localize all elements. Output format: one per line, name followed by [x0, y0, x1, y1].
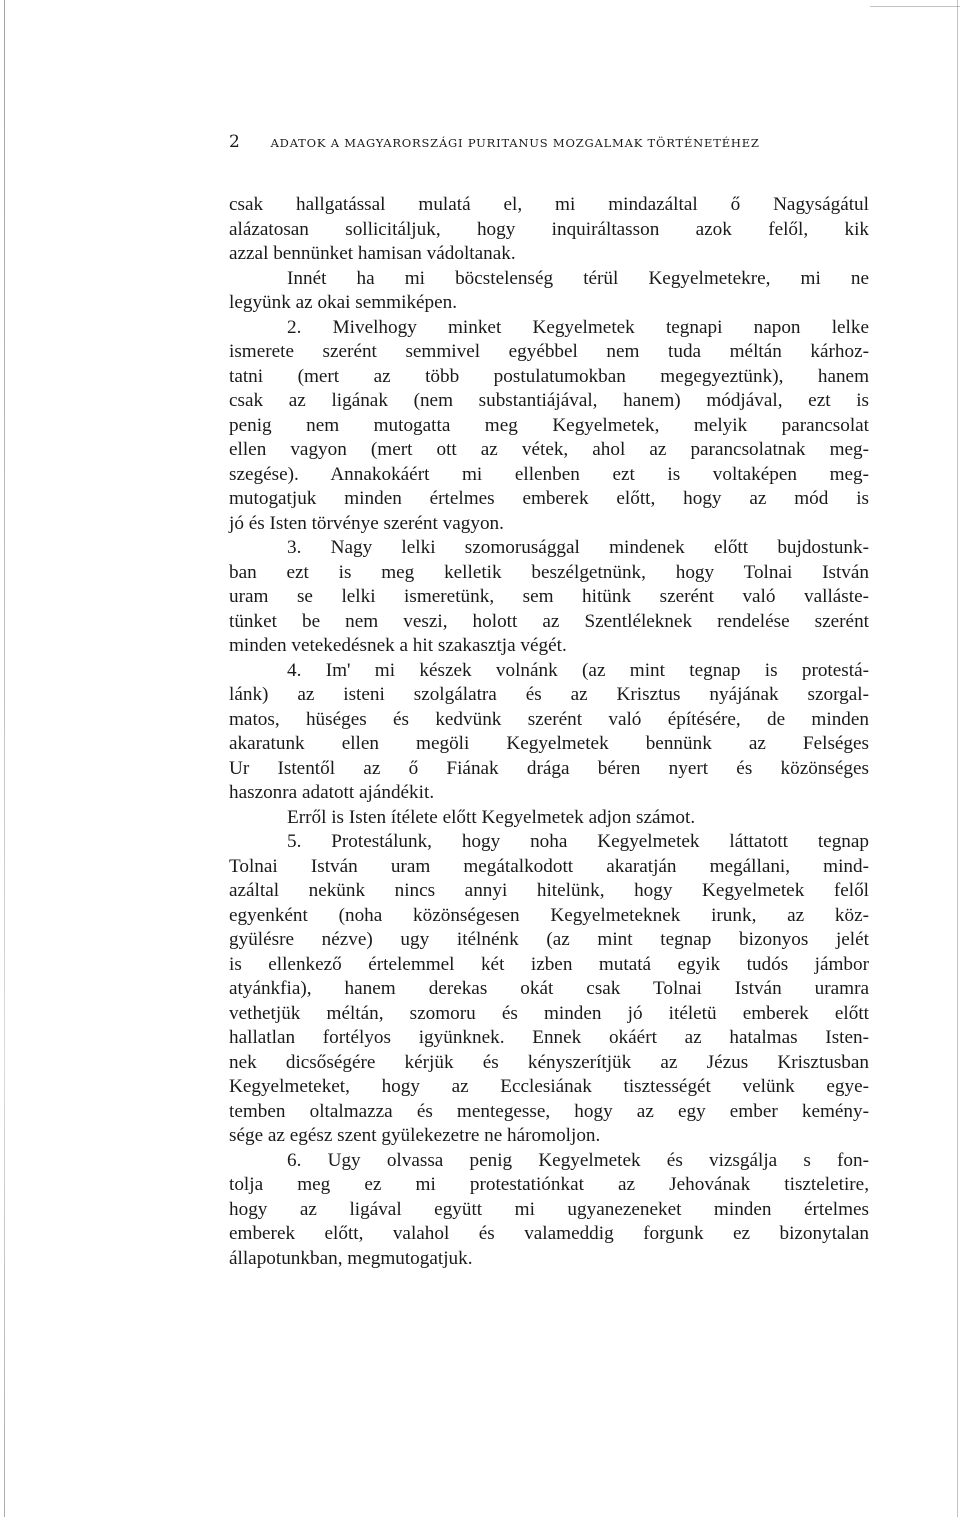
text-line: 4. Im' mi készek volnánk (az mint tegnap is protestá- [287, 659, 869, 681]
text-line: azáltal nekünk nincs annyi hitelünk, hogy Kegyelmetek felől [229, 880, 869, 901]
page-number: 2 [229, 132, 240, 152]
text-line: lánk) az isteni szolgálatra és az Krisztus nyájának szorgal- [229, 684, 869, 705]
text-line: sége az egész szent gyülekezetre ne háromoljon. [229, 1125, 601, 1146]
text-line: vethetjük méltán, szomoru és minden jó itéletü emberek előtt [229, 1002, 869, 1024]
text-line: csak hallgatással mulatá el, mi mindazáltal ő Nagyságátul [229, 194, 869, 215]
text-line: minden vetekedésnek a hit szakasztja végét. [229, 635, 567, 656]
text-line: tünket be nem veszi, holott az Szentléleknek rendelése szerént [229, 610, 869, 632]
text-line: akaratunk ellen megöli Kegyelmetek bennünk az Felséges [229, 733, 869, 754]
text-line: ellen vagyon (mert ott az vétek, ahol az parancsolatnak meg- [229, 439, 869, 460]
text-line: Innét ha mi böcstelenség térül Kegyelmetekre, mi ne [287, 267, 869, 289]
text-line: hogy az ligával együtt mi ugyanezeneket minden értelmes [229, 1198, 869, 1220]
text-line: ban ezt is meg kelletik beszélgetnünk, hogy Tolnai István [229, 561, 869, 583]
text-line: Erről is Isten ítélete előtt Kegyelmetek adjon számot. [287, 806, 696, 828]
text-line: nek dicsőségére kérjük és kényszerítjük az Jézus Krisztusban [229, 1051, 869, 1073]
text-line: 2. Mivelhogy minket Kegyelmetek tegnapi napon lelke [287, 316, 869, 338]
running-title: ADATOK A MAGYARORSZÁGI PURITANUS MOZGALMAK TÖRTÉNETÉHEZ [270, 136, 760, 150]
text-line: állapotunkban, megmutogatjuk. [229, 1247, 473, 1269]
text-line: penig nem mutogatta meg Kegyelmetek, melyik parancsolat [229, 414, 869, 436]
text-line: legyünk az okai semmiképen. [229, 292, 458, 313]
scan-edge-left [4, 0, 5, 1517]
text-line: Ur Istentől az ő Fiának drága béren nyert és közönséges [229, 757, 869, 779]
text-line: azzal bennünket hamisan vádoltanak. [229, 243, 516, 264]
text-line: matos, hüséges és kedvünk szerént való építésére, de minden [229, 708, 869, 730]
text-line: szegése). Annakokáért mi ellenben ezt is voltaképen meg- [229, 463, 869, 485]
text-line: atyánkfia), hanem derekas okát csak Tolnai István uramra [229, 978, 869, 999]
text-line: 3. Nagy lelki szomorusággal mindenek előtt bujdostunk- [287, 537, 869, 558]
text-line: tolja meg ez mi protestatiónkat az Jehovának tiszteletire, [229, 1174, 869, 1195]
text-line: is ellenkező értelemmel két izben mutatá egyik tudós jámbor [229, 953, 869, 975]
text-line: csak az ligának (nem substantiájával, hanem) módjával, ezt is [229, 390, 869, 411]
text-line: mutogatjuk minden értelmes emberek előtt, hogy az mód is [229, 488, 869, 509]
text-line: emberek előtt, valahol és valameddig forgunk ez bizonytalan [229, 1223, 869, 1244]
page-header [229, 132, 869, 152]
body-text [229, 193, 869, 1271]
text-line: Kegyelmeteket, hogy az Ecclesiának tisztességét velünk egye- [229, 1076, 869, 1097]
scan-edge-top [870, 6, 960, 7]
text-line: uram se lelki ismeretünk, sem hitünk szerént való valláste- [229, 586, 869, 607]
text-line: hallatlan fortélyos igyünknek. Ennek okáért az hatalmas Isten- [229, 1027, 869, 1048]
text-line: haszonra adatott ajándékit. [229, 782, 435, 803]
text-line: 5. Protestálunk, hogy noha Kegyelmetek láttatott tegnap [287, 831, 869, 852]
text-line: ismerete szerént semmivel egyébbel nem tuda méltán kárhoz- [229, 341, 869, 362]
text-line: 6. Ugy olvassa penig Kegyelmetek és vizsgálja s fon- [287, 1149, 869, 1171]
text-line: tatni (mert az több postulatumokban megegyeztünk), hanem [229, 365, 869, 387]
text-line: alázatosan sollicitáljuk, hogy inquiráltasson azok felől, kik [229, 218, 869, 240]
scan-edge-right [957, 0, 958, 1517]
text-line: Tolnai István uram megátalkodott akaratján megállani, mind- [229, 855, 869, 877]
text-line: gyülésre nézve) ugy itélnénk (az mint tegnap bizonyos jelét [229, 929, 869, 950]
text-line: egyenként (noha közönségesen Kegyelmeteknek irunk, az köz- [229, 904, 869, 926]
text-line: temben oltalmazza és mentegesse, hogy az egy ember kemény- [229, 1100, 869, 1122]
text-line: jó és Isten törvénye szerént vagyon. [229, 512, 504, 534]
